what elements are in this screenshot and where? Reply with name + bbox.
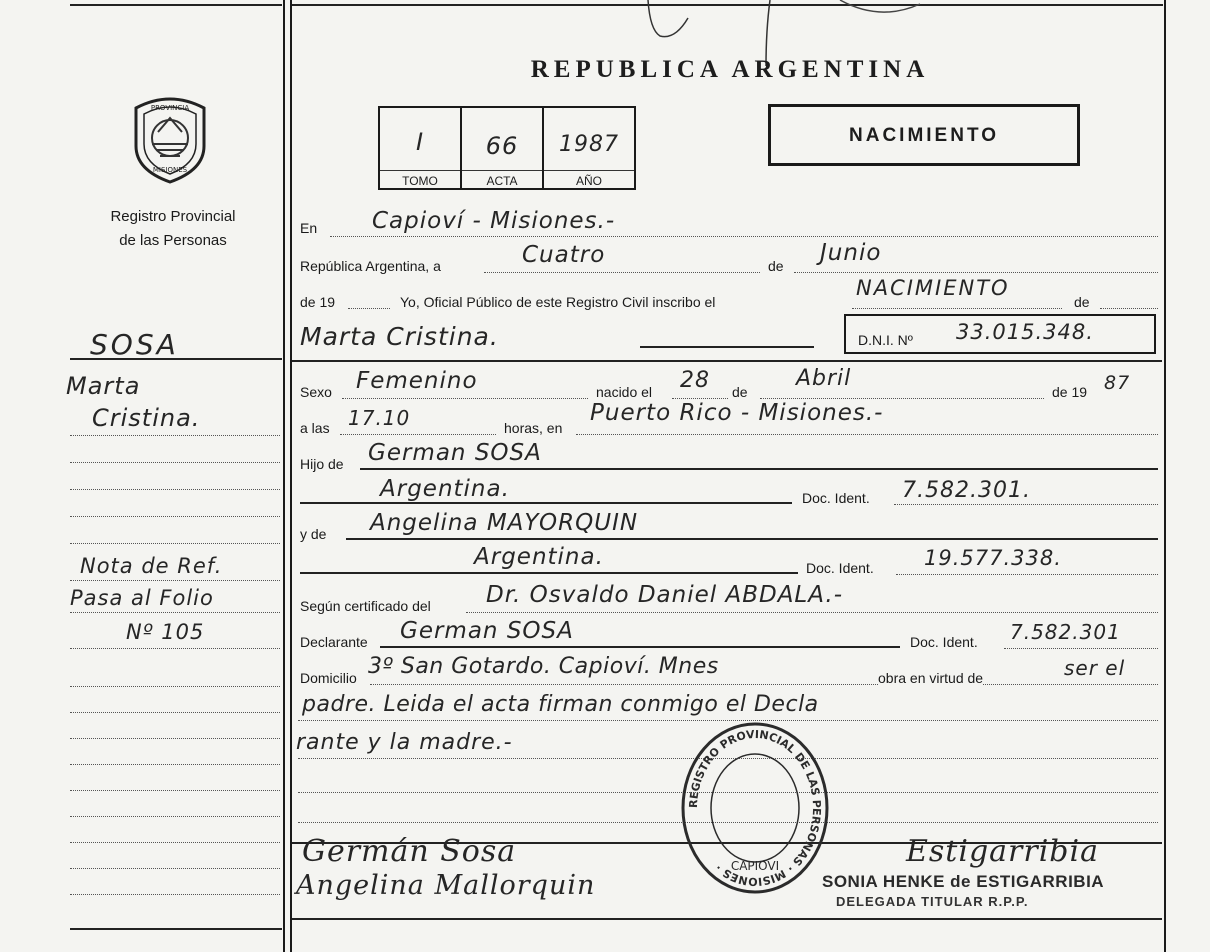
margin-surname: SOSA [90,328,179,361]
label-oficial: Yo, Oficial Público de este Registro Civil inscribo el [400,294,716,310]
field-line [466,612,1158,613]
margin-dotted-line [70,612,280,613]
tomo-value: I [415,128,425,156]
tomo-cell [380,108,462,188]
field-line [1100,308,1158,309]
act-type-box [768,104,1080,166]
label-sexo: Sexo [300,384,332,400]
field-tipo-acto: NACIMIENTO [856,276,1010,300]
margin-dotted-line [70,462,280,463]
signature-madre: Angelina Mallorquin [296,870,596,901]
margin-dotted-line [70,790,280,791]
field-doc-madre: 19.577.338. [924,546,1062,570]
field-line [300,502,792,504]
official-title: DELEGADA TITULAR R.P.P. [836,894,1029,909]
margin-note-line3: Nº 105 [126,620,205,644]
top-rule-left [70,4,282,6]
country-title: REPUBLICA ARGENTINA [530,56,930,83]
label-doc-declarante: Doc. Ident. [910,634,978,650]
field-line [346,538,1158,540]
margin-note-line1: Nota de Ref. [80,554,223,578]
field-line [640,346,814,348]
field-declarante: German SOSA [400,618,574,644]
label-republica: República Argentina, a [300,258,441,274]
official-circular-stamp [680,720,830,896]
field-observaciones-line2: rante y la madre.- [296,730,513,755]
field-line [342,398,588,399]
margin-surname-rule [70,358,282,360]
label-doc-madre: Doc. Ident. [806,560,874,576]
field-domicilio: 3º San Gotardo. Capioví. Mnes [368,654,719,679]
margin-given-line2: Cristina. [92,404,201,432]
field-line [896,574,1158,575]
field-sexo: Femenino [356,368,478,394]
official-name: SONIA HENKE de ESTIGARRIBIA [822,872,1105,891]
field-obra: ser el [1064,656,1126,680]
field-line [576,434,1158,435]
field-line [852,308,1062,309]
label-horas-en: horas, en [504,420,563,436]
field-line [330,236,1158,237]
bottom-rule [292,918,1162,920]
left-column-border [283,0,285,952]
label-en: En [300,220,318,236]
label-domicilio: Domicilio [300,670,357,686]
label-dni: D.N.I. Nº [858,332,913,348]
field-line [380,646,900,648]
field-line [340,434,496,435]
label-declarante: Declarante [300,634,368,650]
tomo-label: TOMO [380,170,460,188]
field-dia-texto: Cuatro [522,242,606,268]
margin-dotted-line [70,516,280,517]
field-line [360,468,1158,470]
field-lugar-nac: Puerto Rico - Misiones.- [590,400,884,426]
field-line [348,308,390,309]
anio-value: 1987 [559,132,619,157]
field-line [760,398,1044,399]
label-de-acto: de [1074,294,1090,310]
registry-name-line2: de las Personas [119,232,227,249]
label-hijo-de: Hijo de [300,456,344,472]
field-line [894,504,1158,505]
field-observaciones-line1: padre. Leida el acta firman conmigo el Decla [302,692,819,717]
field-line [672,398,728,399]
margin-dotted-line [70,738,280,739]
label-de-anio: de 19 [1052,384,1088,400]
field-dni: 33.015.348. [956,320,1094,344]
margin-dotted-line [70,543,280,544]
margin-bottom-rule [70,928,282,930]
margin-dotted-line [70,842,280,843]
field-anio-nac: 87 [1104,372,1131,394]
field-line [1004,648,1158,649]
field-nac-padre: Argentina. [380,476,510,502]
field-hora: 17.10 [348,406,411,430]
field-lugar: Capioví - Misiones.- [372,208,616,234]
svg-text:REGISTRO PROVINCIAL DE LAS PER: REGISTRO PROVINCIAL DE LAS PERSONAS · MISIONES · [686,727,824,889]
svg-text:CAPIOVI: CAPIOVI [730,859,780,873]
section-rule [292,360,1162,362]
anio-cell [544,108,634,188]
field-doc-padre: 7.582.301. [902,478,1031,503]
field-doc-declarante: 7.582.301 [1010,620,1121,644]
field-line [484,272,760,273]
field-line [370,684,1158,685]
label-a-las: a las [300,420,330,436]
record-number-box [378,106,636,190]
margin-dotted-line [70,580,280,581]
margin-dotted-line [70,489,280,490]
label-de-mes: de [732,384,748,400]
field-padre: German SOSA [368,440,542,466]
margin-dotted-line [70,686,280,687]
field-certificado: Dr. Osvaldo Daniel ABDALA.- [486,582,844,608]
field-mes-inscripcion: Junio [820,240,882,266]
field-dia-nac: 28 [680,368,710,393]
signature-declarante: Germán Sosa [302,834,517,869]
label-y-de: y de [300,526,327,542]
field-nac-madre: Argentina. [474,544,604,570]
acta-cell [462,108,544,188]
margin-dotted-line [70,868,280,869]
svg-text:PROVINCIA: PROVINCIA [150,104,190,112]
acta-value: 66 [485,132,519,160]
label-nacido: nacido el [596,384,653,400]
field-nombre: Marta Cristina. [300,322,499,351]
label-de: de [768,258,784,274]
field-line [300,572,798,574]
margin-dotted-line [70,764,280,765]
anio-label: AÑO [544,170,634,188]
label-segun: Según certificado del [300,598,431,614]
field-line [794,272,1158,273]
margin-dotted-line [70,648,280,649]
margin-dotted-line [70,435,280,436]
margin-given-line1: Marta [66,372,141,400]
provincial-seal-emblem [122,88,218,188]
signature-official: Estigarribia [906,834,1099,869]
form-right-border [1164,0,1166,952]
margin-dotted-line [70,816,280,817]
label-doc-padre: Doc. Ident. [802,490,870,506]
dni-box [844,314,1156,354]
field-mes-nac: Abril [796,366,852,391]
label-obra: obra en virtud de [878,670,984,686]
field-madre: Angelina MAYORQUIN [370,510,639,536]
margin-dotted-line [70,712,280,713]
svg-text:MISIONES: MISIONES [152,166,188,174]
label-de19: de 19 [300,294,336,310]
margin-note-line2: Pasa al Folio [70,586,214,610]
act-type-title: NACIMIENTO [849,125,999,146]
acta-label: ACTA [462,170,542,188]
registry-name-line1: Registro Provincial [110,208,236,225]
margin-dotted-line [70,894,280,895]
form-left-border [290,0,292,952]
